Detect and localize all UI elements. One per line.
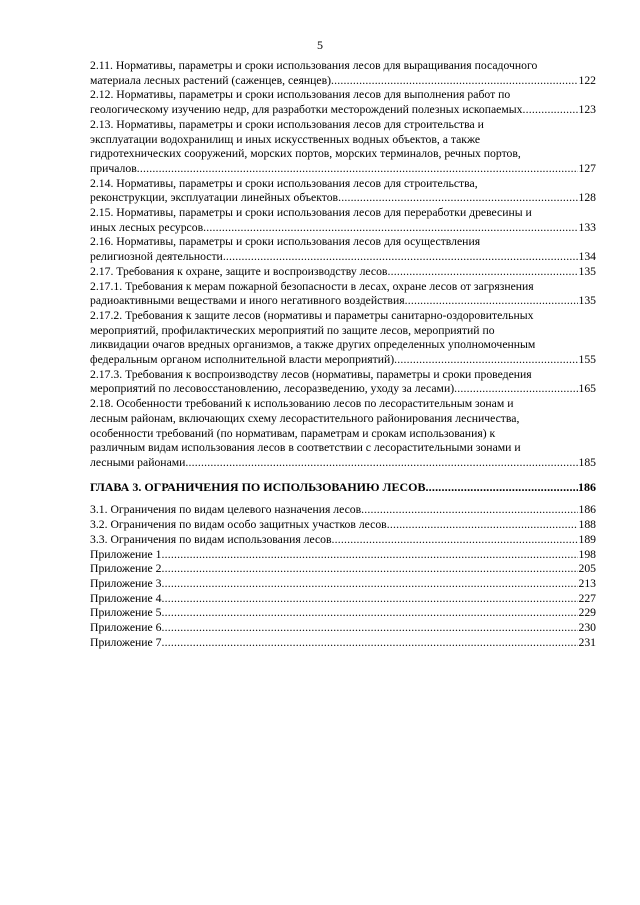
toc-entry-last-line	[90, 606, 596, 621]
toc-page-number: 134	[578, 250, 596, 264]
dot-leader	[162, 636, 579, 651]
toc-entry-title: Приложение 2	[90, 562, 162, 576]
toc-entry-title: Приложение 1	[90, 547, 162, 561]
dot-leader	[162, 562, 579, 577]
toc-entry-title: федеральным органом исполнительной власти мероприятий)	[90, 353, 395, 367]
toc-entry-title: мероприятий по лесовосстановлению, лесоразведению, уходу за лесами)	[90, 382, 455, 396]
toc-entry-text-line: 2.17.3. Требования к воспроизводству лесов (нормативы, параметры и сроки проведения	[90, 367, 532, 381]
dot-leader	[162, 548, 579, 563]
toc-page-number: 213	[578, 576, 596, 590]
toc-entry[interactable]	[90, 636, 596, 651]
toc-entry-last-line	[90, 191, 596, 206]
toc-entry[interactable]	[90, 621, 596, 636]
toc-entry[interactable]	[90, 503, 596, 518]
toc-entry-text-line: 2.11. Нормативы, параметры и сроки использования лесов для выращивания посадочного	[90, 59, 538, 72]
toc-entry[interactable]	[90, 518, 596, 533]
toc-entry-text-line: лесным районам, включающих схему лесорастительного районирования лесничества,	[90, 411, 520, 425]
dot-leader	[361, 503, 578, 518]
toc-entry-title: Приложение 5	[90, 606, 162, 620]
toc-entry-last-line	[90, 503, 596, 518]
toc-entry-text-line: мероприятий, профилактических мероприятий по защите лесов, мероприятий по	[90, 323, 495, 337]
dot-leader	[405, 294, 579, 309]
toc-page-number: 135	[578, 264, 596, 278]
toc-entry-last-line	[90, 221, 596, 236]
toc-page-number: 123	[578, 103, 596, 117]
toc-entry-last-line	[90, 353, 596, 368]
toc-entry-last-line	[90, 74, 596, 89]
toc-entry-last-line	[90, 592, 596, 607]
toc-page-number: 227	[578, 591, 596, 605]
toc-entry-title: Приложение 4	[90, 591, 162, 605]
toc-entry-title: иных лесных ресурсов	[90, 220, 204, 234]
toc-entry[interactable]	[90, 309, 596, 368]
toc-entry-last-line	[90, 265, 596, 280]
toc-page-number: 165	[578, 382, 596, 396]
toc-entry-last-line	[90, 382, 596, 397]
toc-entry[interactable]	[90, 606, 596, 621]
toc-page-number: 189	[578, 532, 596, 546]
toc-entry-last-line	[90, 518, 596, 533]
toc-page-number: 185	[578, 455, 596, 469]
toc-entry-last-line	[90, 621, 596, 636]
toc-page-number: 127	[578, 161, 596, 175]
toc-entry-text-line: эксплуатации водохранилищ и иных искусственных водных объектов, а также	[90, 132, 481, 146]
toc-entry-title: лесными районами	[90, 455, 186, 469]
toc-entry-text-line: различным видам использования лесов в соответствии с лесорастительными зонами и	[90, 441, 521, 455]
toc-entry-text-line: ликвидации очагов вредных организмов, а также других определенных уполномоченным	[90, 338, 536, 352]
toc-entry-title: 3.1. Ограничения по видам целевого назначения лесов	[90, 503, 362, 517]
dot-leader	[223, 250, 579, 265]
toc-entry[interactable]	[90, 235, 596, 264]
toc-page-number: 186	[578, 479, 596, 494]
toc-entry-title: 2.17. Требования к охране, защите и воспроизводству лесов	[90, 264, 388, 278]
toc-entry-title: Приложение 3	[90, 576, 162, 590]
toc-chapter-heading[interactable]	[90, 480, 596, 495]
toc-page-number: 155	[578, 353, 596, 367]
dot-leader	[387, 265, 578, 280]
toc-entry-text-line: 2.18. Особенности требований к использованию лесов по лесорастительным зонам и	[90, 397, 514, 411]
dot-leader	[332, 533, 579, 548]
toc-entry[interactable]	[90, 548, 596, 563]
dot-leader	[162, 592, 579, 607]
toc-entry[interactable]	[90, 577, 596, 592]
toc-entry-title: религиозной деятельности	[90, 250, 223, 264]
toc-entry-last-line	[90, 250, 596, 265]
toc-entry-last-line	[90, 456, 596, 471]
dot-leader	[387, 518, 579, 533]
toc-page-number: 186	[578, 503, 596, 517]
toc-page-number: 231	[578, 635, 596, 649]
toc-entry-last-line	[90, 562, 596, 577]
toc-entry-last-line	[90, 162, 596, 177]
toc-entry-title: геологическому изучению недр, для разработки месторождений полезных ископаемых	[90, 103, 523, 117]
toc-entry-last-line	[90, 548, 596, 563]
toc-entry-text-line: 2.15. Нормативы, параметры и сроки использования лесов для переработки древесины и	[90, 206, 532, 220]
toc-entry-title: 3.3. Ограничения по видам использования лесов	[90, 532, 332, 546]
toc-entry-title: радиоактивными веществами и иного негативного воздействия	[90, 294, 405, 308]
toc-entry-text-line: 2.17.2. Требования к защите лесов (нормативы и параметры санитарно-оздоровительных	[90, 308, 534, 322]
dot-leader	[185, 456, 578, 471]
toc-entry[interactable]	[90, 177, 596, 206]
toc-page-number: 198	[578, 547, 596, 561]
toc-page-number: 205	[578, 562, 596, 576]
toc-entry-title: реконструкции, эксплуатации линейных объектов	[90, 191, 339, 205]
dot-leader	[454, 382, 578, 397]
dot-leader	[162, 606, 579, 621]
dot-leader	[137, 162, 579, 177]
toc-page-number: 230	[578, 621, 596, 635]
dot-leader	[338, 191, 578, 206]
toc-page-number: 122	[578, 73, 596, 87]
toc-entry[interactable]	[90, 533, 596, 548]
toc-entry-title: материала лесных растений (саженцев, сеянцев)	[90, 73, 331, 87]
dot-leader	[425, 480, 578, 495]
toc-page-number: 229	[578, 606, 596, 620]
toc-entry-last-line	[90, 636, 596, 651]
dot-leader	[203, 221, 578, 236]
toc-entry-title: ГЛАВА 3. ОГРАНИЧЕНИЯ ПО ИСПОЛЬЗОВАНИЮ ЛЕСОВ	[90, 479, 426, 494]
toc-entry-text-line: 2.12. Нормативы, параметры и сроки использования лесов для выполнения работ по	[90, 88, 511, 102]
toc-entry-title: Приложение 7	[90, 635, 162, 649]
toc-entry[interactable]	[90, 59, 596, 88]
toc-entry-title: причалов	[90, 161, 137, 175]
toc-entry[interactable]	[90, 592, 596, 607]
toc-page-number: 128	[578, 191, 596, 205]
toc-entry-last-line	[90, 480, 596, 495]
toc-entry-text-line: 2.16. Нормативы, параметры и сроки использования лесов для осуществления	[90, 235, 481, 249]
toc-entry-title: 3.2. Ограничения по видам особо защитных участков лесов	[90, 518, 387, 532]
dot-leader	[394, 353, 578, 368]
toc-entry[interactable]	[90, 280, 596, 309]
toc-entry-text-line: особенности требований (по нормативам, параметрам и срокам использования) к	[90, 426, 496, 440]
toc-page-number: 188	[578, 518, 596, 532]
toc-page-number: 135	[578, 294, 596, 308]
page-number: 5	[317, 38, 323, 52]
dot-leader	[331, 74, 578, 89]
toc-page-number: 133	[578, 220, 596, 234]
toc-entry[interactable]	[90, 397, 596, 471]
toc-entry-text-line: 2.14. Нормативы, параметры и сроки использования лесов для строительства,	[90, 176, 478, 190]
toc-entry[interactable]	[90, 88, 596, 117]
toc-entry-last-line	[90, 103, 596, 118]
toc-entry-text-line: 2.17.1. Требования к мерам пожарной безопасности в лесах, охране лесов от загрязнения	[90, 279, 534, 293]
toc-entry-text-line: 2.13. Нормативы, параметры и сроки использования лесов для строительства и	[90, 117, 484, 131]
toc-entry[interactable]	[90, 265, 596, 280]
table-of-contents	[90, 59, 596, 650]
toc-entry-last-line	[90, 294, 596, 309]
dot-leader	[162, 621, 579, 636]
toc-entry[interactable]	[90, 118, 596, 177]
toc-entry[interactable]	[90, 562, 596, 577]
dot-leader	[162, 577, 579, 592]
toc-entry-text-line: гидротехнических сооружений, морских портов, морских терминалов, речных портов,	[90, 147, 521, 161]
dot-leader	[522, 103, 578, 118]
toc-entry-last-line	[90, 577, 596, 592]
toc-entry[interactable]	[90, 206, 596, 235]
toc-entry[interactable]	[90, 368, 596, 397]
toc-entry-title: Приложение 6	[90, 621, 162, 635]
toc-entry-last-line	[90, 533, 596, 548]
